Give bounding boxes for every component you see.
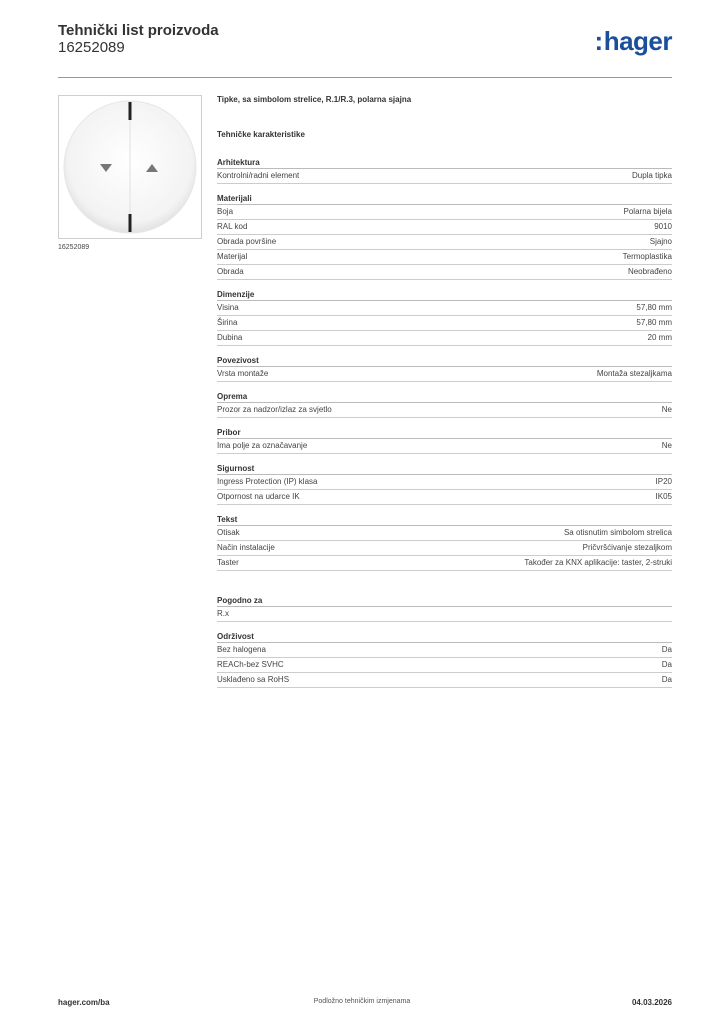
document-title: Tehnički list proizvoda: [58, 22, 219, 39]
spec-group: [217, 462, 672, 505]
product-number: 16252089: [58, 39, 125, 56]
spec-value: Da: [661, 675, 672, 684]
spec-label: Vrsta montaže: [217, 369, 269, 378]
spec-value: Dupla tipka: [631, 171, 672, 180]
spec-row: [217, 475, 672, 490]
spec-label: Obrada površine: [217, 237, 277, 246]
spec-label: Obrada: [217, 267, 244, 276]
spec-value: Termoplastika: [622, 252, 672, 261]
spec-group: [217, 354, 672, 382]
spec-group: [217, 288, 672, 346]
spec-label: REACh-bez SVHC: [217, 660, 284, 669]
spec-row: [217, 367, 672, 382]
spec-row: [217, 316, 672, 331]
spec-value: Neobrađeno: [627, 267, 672, 276]
spec-row: [217, 403, 672, 418]
rocker-switch-illustration: [59, 96, 201, 238]
spec-label: Visina: [217, 303, 239, 312]
footer-website: hager.com/ba: [58, 998, 110, 1007]
footer-date: 04.03.2026: [631, 998, 672, 1007]
spec-group-title: Sigurnost: [217, 462, 672, 475]
spec-row: [217, 643, 672, 658]
spec-label: Otpornost na udarce IK: [217, 492, 300, 501]
spec-group-title: Pogodno za: [217, 594, 672, 607]
spec-row: [217, 556, 672, 571]
spec-row: [217, 265, 672, 280]
spec-group-title: Dimenzije: [217, 288, 672, 301]
spec-group-title: Arhitektura: [217, 156, 672, 169]
spec-row: [217, 301, 672, 316]
spec-value: 20 mm: [647, 333, 672, 342]
spec-row: [217, 541, 672, 556]
spec-label: Usklađeno sa RoHS: [217, 675, 290, 684]
image-caption: 16252089: [58, 244, 90, 251]
spec-row: [217, 658, 672, 673]
spec-row: [217, 526, 672, 541]
section-title: Tehničke karakteristike: [217, 130, 305, 139]
spec-value: Sa otisnutim simbolom strelica: [563, 528, 672, 537]
spec-group: [217, 630, 672, 688]
spec-label: Kontrolni/radni element: [217, 171, 300, 180]
specifications: [217, 95, 672, 688]
spec-label: Bez halogena: [217, 645, 266, 654]
spec-label: RAL kod: [217, 222, 248, 231]
spec-value: Ne: [661, 441, 672, 450]
spec-label: Otisak: [217, 528, 240, 537]
spec-row: [217, 250, 672, 265]
spec-value: IP20: [655, 477, 672, 486]
spec-label: R.x: [217, 609, 229, 618]
spec-label: Materijal: [217, 252, 248, 261]
footer-disclaimer: Podložno tehničkim izmjenama: [313, 998, 411, 1005]
spec-label: Boja: [217, 207, 234, 216]
spec-row: [217, 331, 672, 346]
logo-text: hager: [603, 26, 672, 56]
spec-value: Sjajno: [649, 237, 672, 246]
spec-row: [217, 169, 672, 184]
header-divider: [58, 77, 672, 78]
document-header: [58, 22, 219, 56]
spec-value: Da: [661, 660, 672, 669]
spec-value: Montaža stezaljkama: [596, 369, 672, 378]
spec-value: Također za KNX aplikacije: taster, 2-struki: [524, 558, 672, 567]
spec-group-title: Pribor: [217, 426, 672, 439]
product-image: [58, 95, 202, 239]
spec-label: Način instalacije: [217, 543, 275, 552]
spec-group-title: Oprema: [217, 390, 672, 403]
spec-group: [217, 156, 672, 184]
spec-row: [217, 607, 672, 622]
spec-row: [217, 235, 672, 250]
spec-group: [217, 594, 672, 622]
spec-row: [217, 205, 672, 220]
spec-label: Prozor za nadzor/izlaz za svjetlo: [217, 405, 332, 414]
spec-row: [217, 220, 672, 235]
spec-row: [217, 490, 672, 505]
spec-group-title: Povezivost: [217, 354, 672, 367]
spec-value: 57,80 mm: [636, 318, 672, 327]
spec-row: [217, 673, 672, 688]
spec-value: Da: [661, 645, 672, 654]
spec-label: Dubina: [217, 333, 243, 342]
spec-label: Ima polje za označavanje: [217, 441, 308, 450]
spec-row: [217, 439, 672, 454]
spec-label: Taster: [217, 558, 239, 567]
spec-group: [217, 390, 672, 418]
spec-group-title: Tekst: [217, 513, 672, 526]
spec-group: [217, 513, 672, 571]
hager-logo: :hager: [594, 26, 672, 56]
spec-value: Pričvršćivanje stezaljkom: [582, 543, 672, 552]
spec-value: Polarna bijela: [623, 207, 672, 216]
spec-group: [217, 426, 672, 454]
spec-group-title: Održivost: [217, 630, 672, 643]
spec-groups: [217, 156, 672, 688]
spec-group: [217, 192, 672, 280]
product-name: Tipke, sa simbolom strelice, R.1/R.3, polarna sjajna: [217, 95, 412, 104]
spec-value: IK05: [655, 492, 672, 501]
spec-label: Širina: [217, 318, 238, 327]
spec-value: Ne: [661, 405, 672, 414]
spec-group-title: Materijali: [217, 192, 672, 205]
spec-value: 9010: [654, 222, 672, 231]
spec-label: Ingress Protection (IP) klasa: [217, 477, 318, 486]
spec-value: 57,80 mm: [636, 303, 672, 312]
